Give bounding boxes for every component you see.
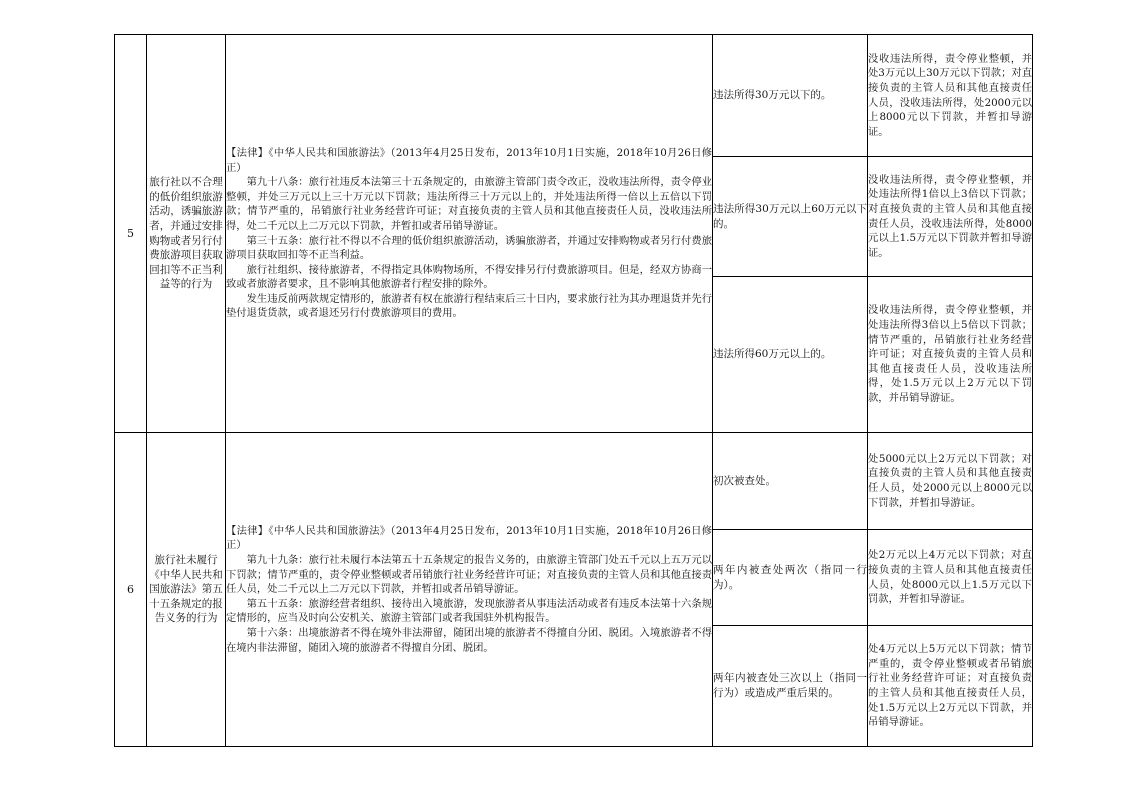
law-article: 第三十五条：旅行社不得以不合理的低价组织旅游活动，诱骗旅游者，并通过安排购物或者另行付费旅游项目获取回扣等不正当利益。: [226, 234, 712, 262]
law-article: 旅行社组织、接待旅游者，不得指定具体购物场所，不得安排另行付费旅游项目。但是，经双方协商一致或者旅游者要求，且不影响其他旅游者行程安排的除外。: [226, 263, 712, 291]
violation-condition: 违法所得30万元以上60万元以下的。: [713, 157, 868, 277]
legal-basis: [226, 35, 713, 433]
law-article: 第五十五条：旅游经营者组织、接待出入境旅游，发现旅游者从事违法活动或者有违反本法第十六条规定情形的，应当及时向公安机关、旅游主管部门或者我国驻外机构报告。: [226, 597, 712, 625]
law-article: 第十六条：出境旅游者不得在境外非法滞留，随团出境的旅游者不得擅自分团、脱团。入境旅游者不得在境内非法滞留，随团入境的旅游者不得擅自分团、脱团。: [226, 626, 712, 654]
violation-condition: 两年内被查处三次以上（指同一行为）或造成严重后果的。: [713, 626, 868, 747]
law-article: 第九十八条：旅行社违反本法第三十五条规定的，由旅游主管部门责令改正，没收违法所得，责令停业整顿，并处三万元以上三十万元以下罚款；违法所得三十万元以上的，并处违法所得一倍以上五倍以下罚款；情节严重的，吊销旅行社业务经营许可证；对直接负责的主管人员和其他直接责任人员，没收违法所得，处二千元以上二万元以下罚款，并暂扣或者吊销导游证。: [226, 176, 712, 232]
legal-basis: [226, 433, 713, 747]
violation-condition: 两年内被查处两次（指同一行为）。: [713, 530, 868, 626]
law-source: 【法律】《中华人民共和国旅游法》（2013年4月25日发布，2013年10月1日实施，2018年10月26日修正）: [226, 146, 712, 174]
violation-condition: 违法所得30万元以下的。: [713, 35, 868, 157]
penalty-standards-table: [114, 34, 1033, 747]
penalty-standard: 处4万元以上5万元以下罚款；情节严重的，责令停业整顿或者吊销旅行社业务经营许可证；对直接负责的主管人员和其他直接责任人员，处1.5万元以上2万元以下罚款，并吊销导游证。: [868, 626, 1033, 747]
penalty-standard: 没收违法所得，责令停业整顿，并处违法所得3倍以上5倍以下罚款；情节严重的，吊销旅行社业务经营许可证；对直接负责的主管人员和其他直接责任人员，没收违法所得，处1.5万元以上2万元以下罚款，并吊销导游证。: [868, 277, 1033, 433]
table-row: [115, 35, 1033, 157]
violation-behavior: 旅行社未履行《中华人民共和国旅游法》第五十五条规定的报告义务的行为: [147, 433, 226, 747]
law-source: 【法律】《中华人民共和国旅游法》（2013年4月25日发布，2013年10月1日实施，2018年10月26日修正）: [226, 524, 712, 552]
law-article: 发生违反前两款规定情形的，旅游者有权在旅游行程结束后三十日内，要求旅行社为其办理退货并先行垫付退货货款，或者退还另行付费旅游项目的费用。: [226, 292, 712, 320]
penalty-standard: 没收违法所得，责令停业整顿，并处违法所得1倍以上3倍以下罚款；对直接负责的主管人员和其他直接责任人员，没收违法所得，处8000元以上1.5万元以下罚款并暂扣导游证。: [868, 157, 1033, 277]
row-number: 6: [115, 433, 147, 747]
violation-behavior: 旅行社以不合理的低价组织旅游活动，诱骗旅游者，并通过安排购物或者另行付费旅游项目获取回扣等不正当利益等的行为: [147, 35, 226, 433]
law-article: 第九十九条：旅行社未履行本法第五十五条规定的报告义务的，由旅游主管部门处五千元以上五万元以下罚款；情节严重的，责令停业整顿或者吊销旅行社业务经营许可证；对直接负责的主管人员和其他直接责任人员，处二千元以上二万元以下罚款，并暂扣或者吊销导游证。: [226, 554, 712, 596]
penalty-standard: 处2万元以上4万元以下罚款；对直接负责的主管人员和其他直接责任人员，处8000元以上1.5万元以下罚款，并暂扣导游证。: [868, 530, 1033, 626]
table-row: [115, 433, 1033, 530]
penalty-standard: 没收违法所得，责令停业整顿，并处3万元以上30万元以下罚款；对直接负责的主管人员和其他直接责任人员，没收违法所得，处2000元以上8000元以下罚款，并暂扣导游证。: [868, 35, 1033, 157]
violation-condition: 违法所得60万元以上的。: [713, 277, 868, 433]
row-number: 5: [115, 35, 147, 433]
violation-condition: 初次被查处。: [713, 433, 868, 530]
penalty-standard: 处5000元以上2万元以下罚款；对直接负责的主管人员和其他直接责任人员，处2000元以上8000元以下罚款，并暂扣导游证。: [868, 433, 1033, 530]
